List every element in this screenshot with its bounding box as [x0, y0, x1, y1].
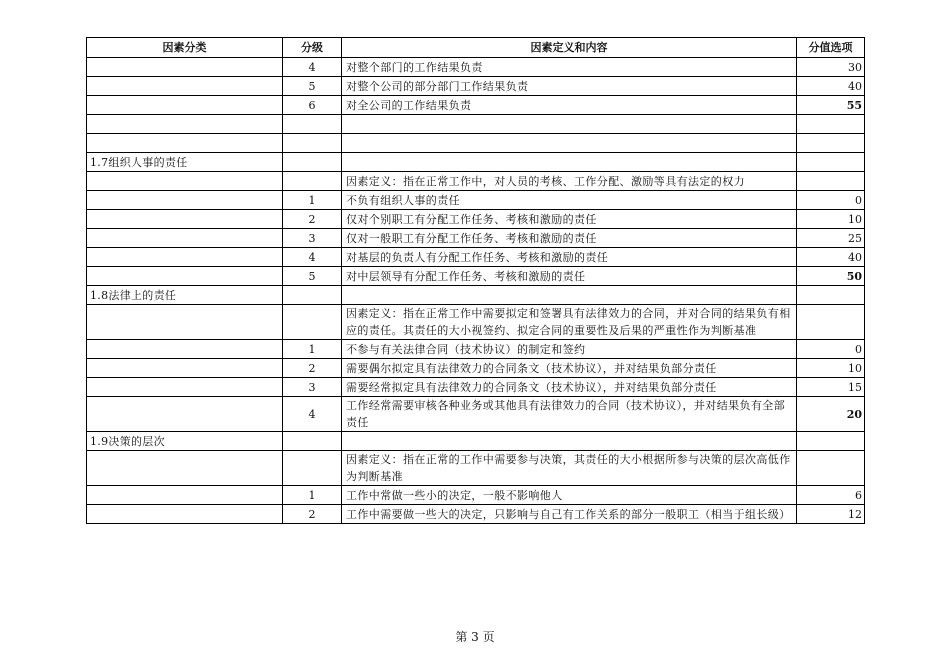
grade-cell — [283, 451, 342, 486]
section-title-cell: 1.8法律上的责任 — [87, 286, 283, 305]
section-title-cell: 1.9决策的层次 — [87, 432, 283, 451]
definition-cell: 对全公司的工作结果负责 — [342, 96, 797, 115]
grade-cell — [283, 286, 342, 305]
category-cell — [87, 505, 283, 524]
factor-definition-cell: 因素定义：指在正常工作中需要拟定和签署具有法律效力的合同，并对合同的结果负有相应的责任。其责任的大小视签约、拟定合同的重要性及后果的严重性作为判断基准 — [342, 305, 797, 340]
score-cell — [797, 432, 865, 451]
category-cell — [87, 210, 283, 229]
score-cell: 6 — [797, 486, 865, 505]
grade-cell: 5 — [283, 267, 342, 286]
table-row — [87, 432, 865, 451]
table-row — [87, 451, 865, 486]
table-row — [87, 172, 865, 191]
grade-cell — [283, 172, 342, 191]
table-row — [87, 486, 865, 505]
factor-definition-cell: 因素定义：指在正常工作中，对人员的考核、工作分配、激励等具有法定的权力 — [342, 172, 797, 191]
score-cell: 0 — [797, 191, 865, 210]
definition-cell — [342, 286, 797, 305]
table-body — [87, 58, 865, 524]
section-title-cell: 1.7组织人事的责任 — [87, 153, 283, 172]
score-cell: 10 — [797, 359, 865, 378]
definition-cell — [342, 115, 797, 134]
table-row — [87, 505, 865, 524]
grade-cell — [283, 134, 342, 153]
header-grade: 分级 — [283, 38, 342, 58]
definition-cell: 对整个公司的部分部门工作结果负责 — [342, 77, 797, 96]
definition-cell: 工作经常需要审核各种业务或其他具有法律效力的合同（技术协议），并对结果负有全部责任 — [342, 397, 797, 432]
table-row — [87, 115, 865, 134]
score-cell: 10 — [797, 210, 865, 229]
factor-table — [86, 37, 865, 524]
grade-cell — [283, 432, 342, 451]
table-row — [87, 153, 865, 172]
category-cell — [87, 77, 283, 96]
score-cell: 20 — [797, 397, 865, 432]
category-cell — [87, 172, 283, 191]
definition-cell: 对基层的负责人有分配工作任务、考核和激励的责任 — [342, 248, 797, 267]
table-row — [87, 340, 865, 359]
definition-cell — [342, 432, 797, 451]
score-cell: 12 — [797, 505, 865, 524]
score-cell: 0 — [797, 340, 865, 359]
definition-cell: 不参与有关法律合同（技术协议）的制定和签约 — [342, 340, 797, 359]
definition-cell: 对中层领导有分配工作任务、考核和激励的责任 — [342, 267, 797, 286]
table-row — [87, 229, 865, 248]
grade-cell: 4 — [283, 397, 342, 432]
table-row — [87, 359, 865, 378]
header-category: 因素分类 — [87, 38, 283, 58]
grade-cell — [283, 153, 342, 172]
category-cell — [87, 248, 283, 267]
category-cell — [87, 359, 283, 378]
table-row — [87, 397, 865, 432]
grade-cell: 2 — [283, 210, 342, 229]
grade-cell: 1 — [283, 486, 342, 505]
table-row — [87, 191, 865, 210]
score-cell — [797, 115, 865, 134]
category-cell — [87, 378, 283, 397]
table-row — [87, 96, 865, 115]
score-cell — [797, 172, 865, 191]
score-cell: 30 — [797, 58, 865, 77]
definition-cell: 仅对个别职工有分配工作任务、考核和激励的责任 — [342, 210, 797, 229]
definition-cell — [342, 153, 797, 172]
table-row — [87, 305, 865, 340]
definition-cell: 不负有组织人事的责任 — [342, 191, 797, 210]
grade-cell: 2 — [283, 505, 342, 524]
grade-cell: 1 — [283, 191, 342, 210]
score-cell: 15 — [797, 378, 865, 397]
category-cell — [87, 451, 283, 486]
category-cell — [87, 267, 283, 286]
table-row — [87, 134, 865, 153]
table-row — [87, 286, 865, 305]
category-cell — [87, 305, 283, 340]
score-cell — [797, 153, 865, 172]
definition-cell — [342, 134, 797, 153]
definition-cell: 工作中常做一些小的决定，一般不影响他人 — [342, 486, 797, 505]
score-cell — [797, 134, 865, 153]
table-row — [87, 378, 865, 397]
category-cell — [87, 96, 283, 115]
category-cell — [87, 340, 283, 359]
score-cell — [797, 451, 865, 486]
factor-definition-cell: 因素定义：指在正常的工作中需要参与决策，其责任的大小根据所参与决策的层次高低作为判断基准 — [342, 451, 797, 486]
table-row — [87, 248, 865, 267]
score-cell — [797, 305, 865, 340]
category-cell — [87, 58, 283, 77]
grade-cell: 6 — [283, 96, 342, 115]
definition-cell: 对整个部门的工作结果负责 — [342, 58, 797, 77]
grade-cell: 4 — [283, 58, 342, 77]
header-definition: 因素定义和内容 — [342, 38, 797, 58]
definition-cell: 需要经常拟定具有法律效力的合同条文（技术协议），并对结果负部分责任 — [342, 378, 797, 397]
table-header-row — [87, 38, 865, 58]
category-cell — [87, 115, 283, 134]
table-row — [87, 77, 865, 96]
table-row — [87, 58, 865, 77]
category-cell — [87, 229, 283, 248]
definition-cell: 工作中需要做一些大的决定，只影响与自己有工作关系的部分一般职工（相当于组长级） — [342, 505, 797, 524]
page-footer: 第 3 页 — [455, 630, 495, 644]
score-cell: 40 — [797, 248, 865, 267]
grade-cell: 3 — [283, 378, 342, 397]
table-row — [87, 267, 865, 286]
grade-cell: 4 — [283, 248, 342, 267]
category-cell — [87, 191, 283, 210]
category-cell — [87, 397, 283, 432]
score-cell: 55 — [797, 96, 865, 115]
grade-cell: 2 — [283, 359, 342, 378]
score-cell — [797, 286, 865, 305]
grade-cell: 5 — [283, 77, 342, 96]
grade-cell: 1 — [283, 340, 342, 359]
category-cell — [87, 486, 283, 505]
category-cell — [87, 134, 283, 153]
grade-cell — [283, 305, 342, 340]
header-score: 分值选项 — [797, 38, 865, 58]
table-row — [87, 210, 865, 229]
grade-cell: 3 — [283, 229, 342, 248]
score-cell: 50 — [797, 267, 865, 286]
definition-cell: 仅对一般职工有分配工作任务、考核和激励的责任 — [342, 229, 797, 248]
score-cell: 40 — [797, 77, 865, 96]
grade-cell — [283, 115, 342, 134]
definition-cell: 需要偶尔拟定具有法律效力的合同条文（技术协议），并对结果负部分责任 — [342, 359, 797, 378]
score-cell: 25 — [797, 229, 865, 248]
